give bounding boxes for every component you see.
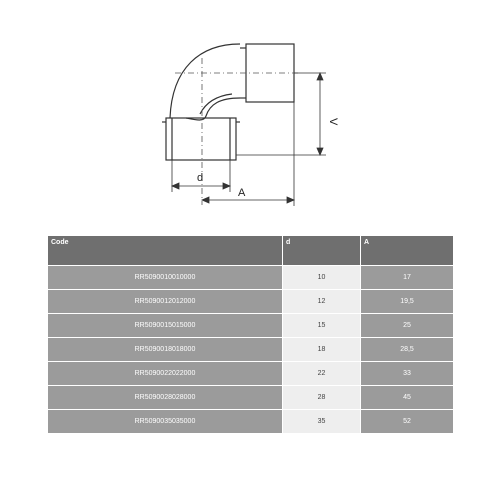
cell-code: RR5090028028000 xyxy=(48,386,283,410)
header-a: A xyxy=(361,236,454,266)
cell-a: 28,5 xyxy=(361,338,454,362)
cell-d: 28 xyxy=(283,386,361,410)
cell-d: 22 xyxy=(283,362,361,386)
cell-code: RR5090012012000 xyxy=(48,290,283,314)
dimension-lines xyxy=(172,73,326,206)
cell-d: 18 xyxy=(283,338,361,362)
elbow-body xyxy=(162,44,294,160)
cell-a: 45 xyxy=(361,386,454,410)
cell-d: 15 xyxy=(283,314,361,338)
table-row xyxy=(48,386,454,410)
cell-code: RR5090018018000 xyxy=(48,338,283,362)
table-header-row xyxy=(48,236,454,266)
table-row xyxy=(48,290,454,314)
header-d: d xyxy=(283,236,361,266)
inner-bend xyxy=(186,98,240,120)
dim-label-d: d xyxy=(197,172,204,184)
bottom-socket xyxy=(166,118,236,160)
cell-a: 25 xyxy=(361,314,454,338)
cell-a: 17 xyxy=(361,266,454,290)
table-row xyxy=(48,338,454,362)
cell-d: 10 xyxy=(283,266,361,290)
elbow-fitting-drawing xyxy=(0,0,500,225)
centerlines xyxy=(175,58,300,205)
header-code: Code xyxy=(48,236,283,266)
cell-a: 19,5 xyxy=(361,290,454,314)
cell-d: 12 xyxy=(283,290,361,314)
cell-a: 33 xyxy=(361,362,454,386)
cell-d: 35 xyxy=(283,410,361,434)
cell-code: RR5090010010000 xyxy=(48,266,283,290)
dim-label-a: A xyxy=(238,187,246,199)
cell-code: RR5090022022000 xyxy=(48,362,283,386)
dim-label-v: V xyxy=(327,118,339,126)
dimension-table xyxy=(47,235,454,434)
table-row xyxy=(48,314,454,338)
cell-a: 52 xyxy=(361,410,454,434)
table-row xyxy=(48,410,454,434)
cell-code: RR5090035035000 xyxy=(48,410,283,434)
cell-code: RR5090015015000 xyxy=(48,314,283,338)
table-row xyxy=(48,362,454,386)
table-row xyxy=(48,266,454,290)
